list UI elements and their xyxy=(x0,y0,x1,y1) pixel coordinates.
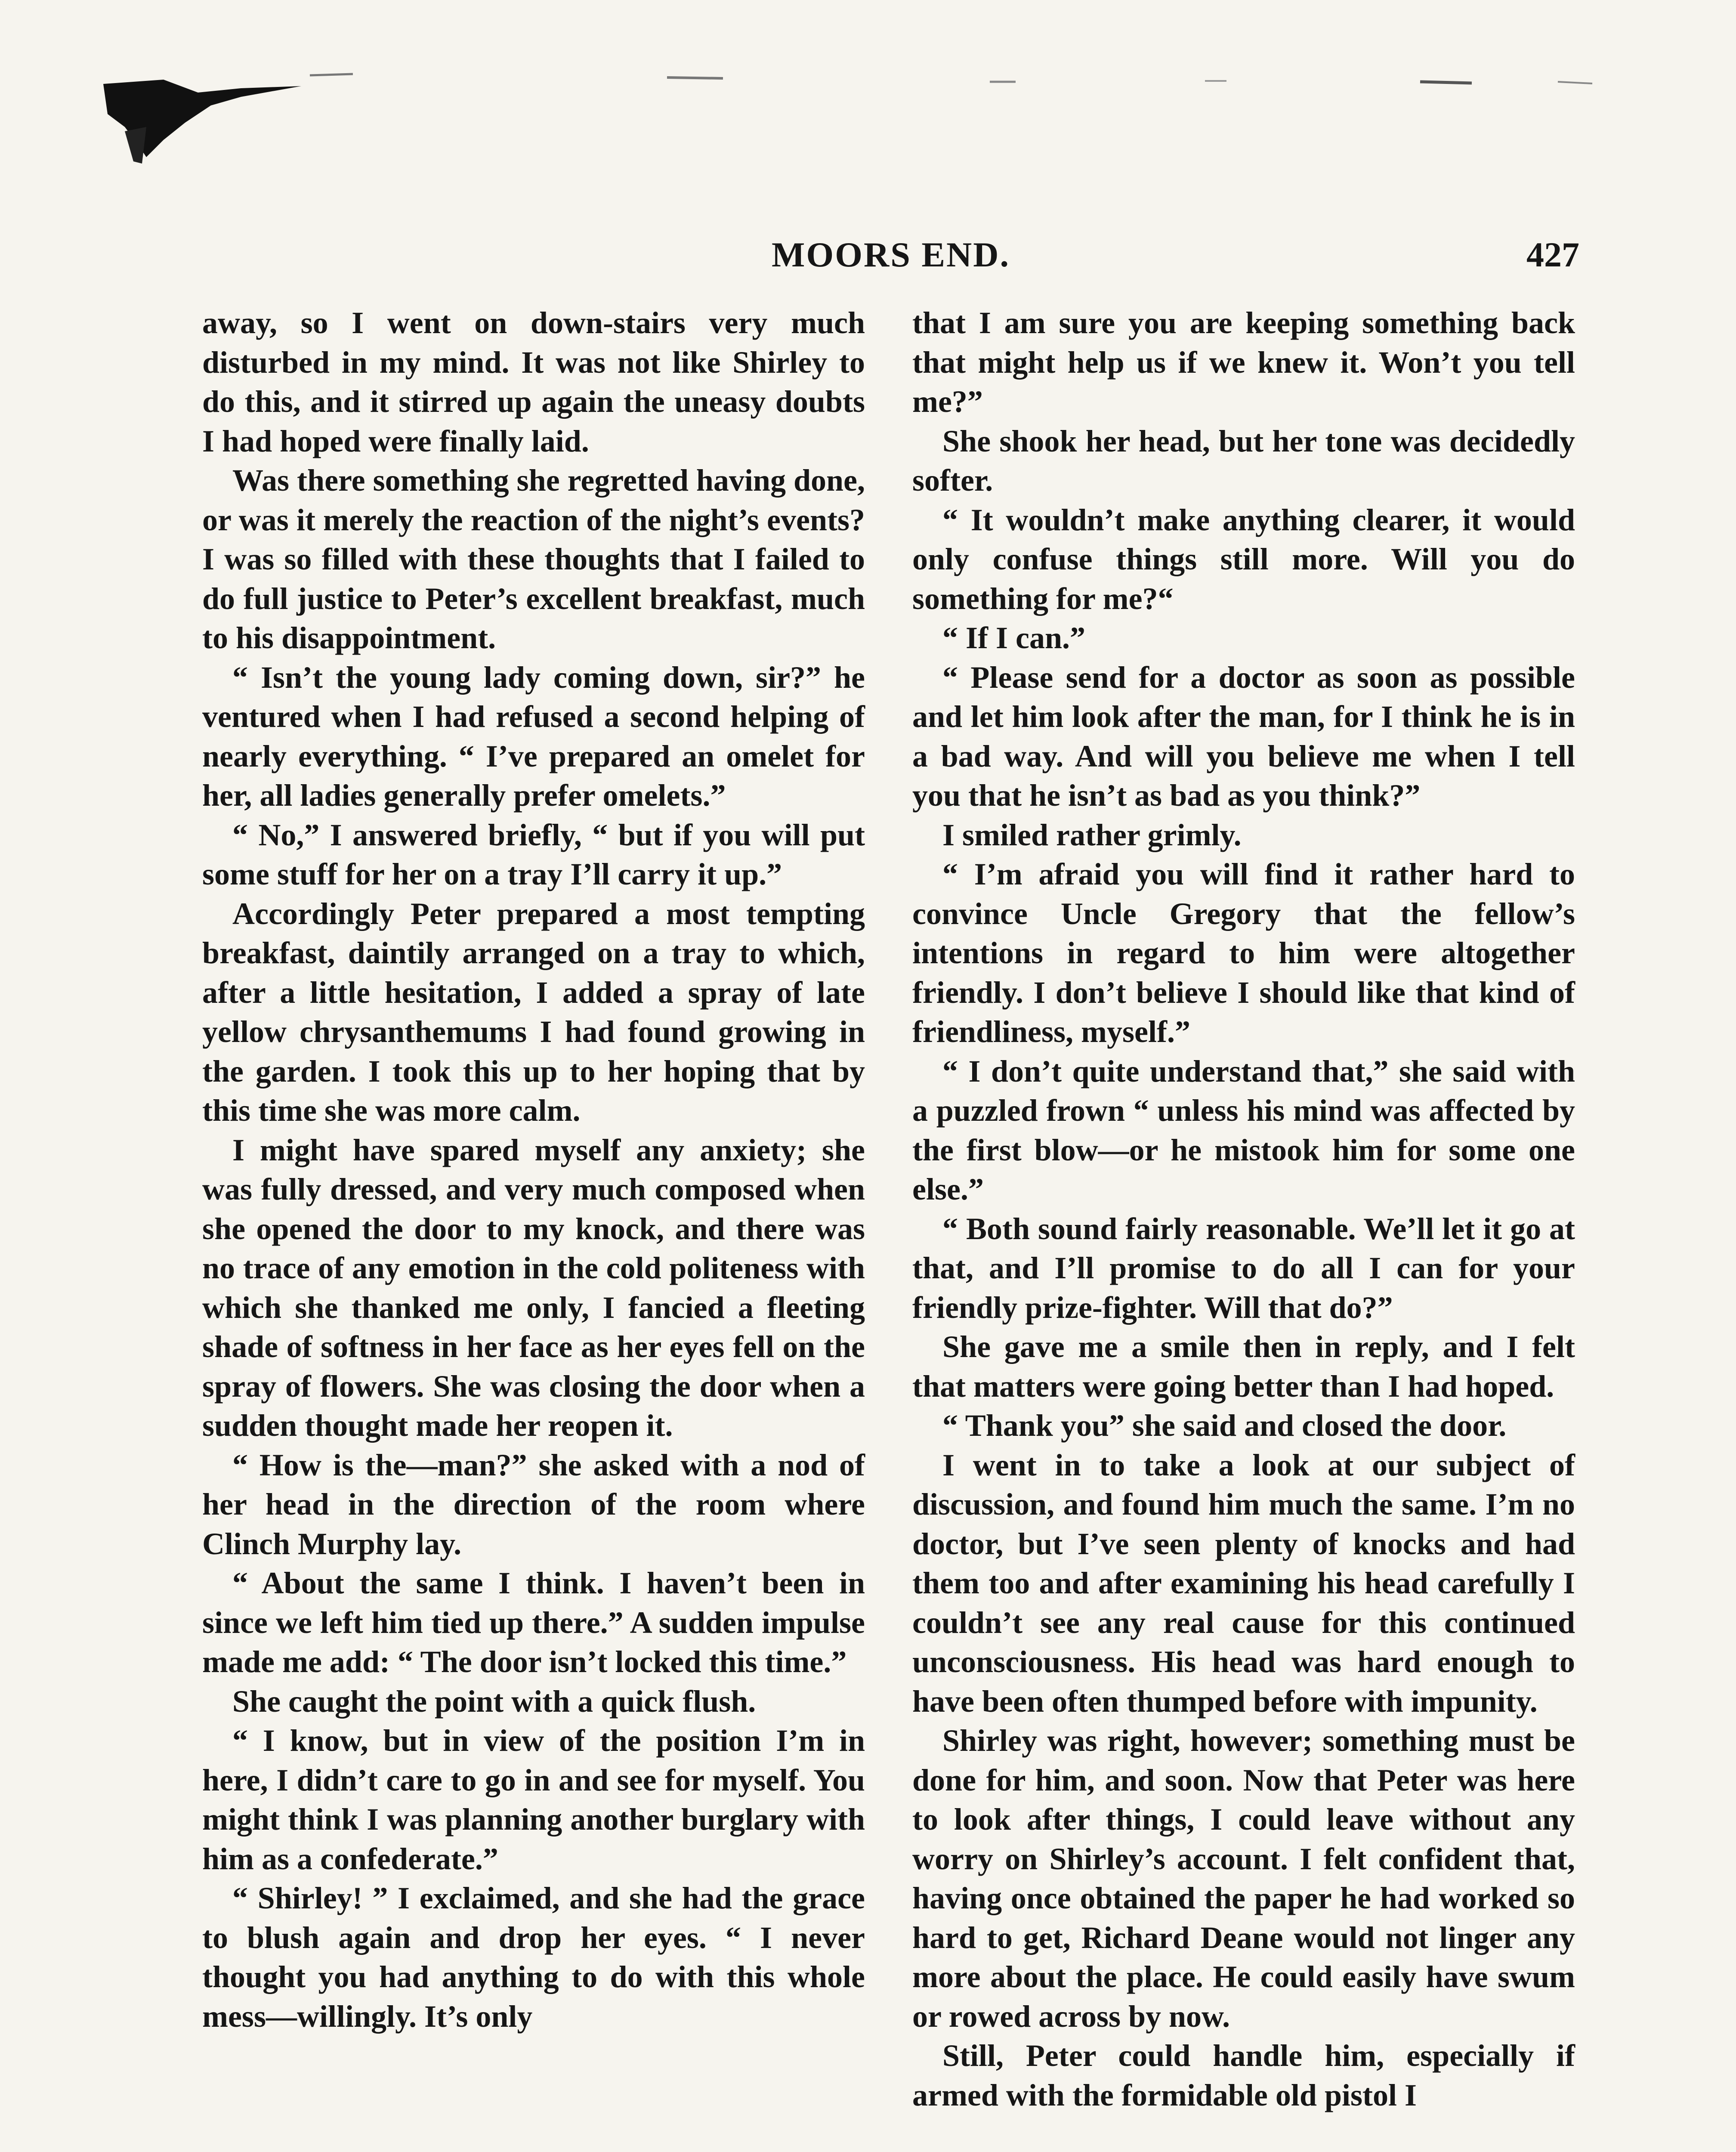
paragraph: “ About the same I think. I haven’t been in since we left him tied up there.” A sudden impulse made me add: “ The door isn’t locked this time.” xyxy=(202,1566,865,1679)
paragraph: “ Shirley! ” I exclaimed, and she had the grace to blush again and drop her eyes. “ I never thought you had anything to do with this whole mess—willingly. It’s only xyxy=(202,1881,865,2034)
ink-smudge xyxy=(99,75,306,166)
paragraph: I went in to take a look at our subject of discussion, and found him much the same. I’m no doctor, but I’ve seen plenty of knocks and had them too and after examining his head carefully I couldn’t see any real cause for this continued unconsciousness. His head was hard enough to have been often thumped before with impunity. xyxy=(912,1447,1575,1719)
paragraph: “ Both sound fairly reasonable. We’ll let it go at that, and I’ll promise to do all I can for your friendly prize-fighter. Will that do?” xyxy=(912,1211,1575,1325)
paragraph: I smiled rather grimly. xyxy=(942,817,1242,852)
paragraph: She shook her head, but her tone was decidedly softer. xyxy=(912,424,1575,498)
page-header xyxy=(202,235,1579,291)
paragraph: “ I don’t quite understand that,” she said with a puzzled frown “ unless his mind was affected by the first blow—or he mistook him for some one else.” xyxy=(912,1054,1575,1206)
text-column-right xyxy=(912,303,1575,2115)
paragraph: “ Thank you” she said and closed the door. xyxy=(942,1408,1507,1443)
text-column-left xyxy=(202,303,865,2036)
paragraph: that I am sure you are keeping something back that might help us if we knew it. Won’t you tell me?” xyxy=(912,306,1575,419)
scan-artifact-streaks xyxy=(301,69,1657,95)
paragraph: Shirley was right, however; something must be done for him, and soon. Now that Peter was here to look after things, I could leave without any worry on Shirley’s account. I felt confident that, having once obtained the paper he had worked so hard to get, Richard Deane would not linger any more about the place. He could easily have swum or rowed across by now. xyxy=(912,1723,1575,2034)
paragraph: Still, Peter could handle him, especially if armed with the formidable old pistol I xyxy=(912,2038,1575,2112)
paragraph: Accordingly Peter prepared a most tempting breakfast, daintily arranged on a tray to which, after a little hesitation, I added a spray of late yellow chrysanthemums I had found growing in the garden. I took this up to her hoping that by this time she was more calm. xyxy=(202,896,865,1128)
paragraph: She gave me a smile then in reply, and I felt that matters were going better than I had hoped. xyxy=(912,1330,1575,1404)
page-number: 427 xyxy=(1526,235,1579,274)
paragraph: “ No,” I answered briefly, “ but if you will put some stuff for her on a tray I’ll carry it up.” xyxy=(202,817,865,891)
paragraph: “ Please send for a doctor as soon as possible and let him look after the man, for I think he is in a bad way. And will you believe me when I tell you that he isn’t as bad as you think?” xyxy=(912,660,1575,813)
paragraph: “ Isn’t the young lady coming down, sir?” he ventured when I had refused a second helping of nearly everything. “ I’ve prepared an omelet for her, all ladies generally prefer omelets.” xyxy=(202,660,865,813)
paragraph: I might have spared myself any anxiety; she was fully dressed, and very much composed when she opened the door to my knock, and there was no trace of any emotion in the cold politeness with which she thanked me only, I fancied a fleeting shade of softness in her face as her eyes fell on the spray of flowers. She was closing the door when a sudden thought made her reopen it. xyxy=(202,1132,865,1443)
paragraph: “ If I can.” xyxy=(942,621,1086,655)
paragraph: away, so I went on down-stairs very much disturbed in my mind. It was not like Shirley to do this, and it stirred up again the uneasy doubts I had hoped were finally laid. xyxy=(202,306,865,458)
running-title: MOORS END. xyxy=(772,235,1010,274)
paragraph: “ How is the—man?” she asked with a nod of her head in the direction of the room where Clinch Murphy lay. xyxy=(202,1447,865,1561)
paragraph: “ I know, but in view of the position I’m in here, I didn’t care to go in and see for myself. You might think I was planning another burglary with him as a confederate.” xyxy=(202,1723,865,1876)
paragraph: “ I’m afraid you will find it rather hard to convince Uncle Gregory that the fellow’s intentions in regard to him were altogether friendly. I don’t believe I should like that kind of friendliness, myself.” xyxy=(912,857,1575,1049)
paragraph: She caught the point with a quick flush. xyxy=(232,1684,756,1719)
paragraph: “ It wouldn’t make anything clearer, it would only confuse things still more. Will you do something for me?“ xyxy=(912,502,1575,616)
paragraph: Was there something she regretted having done, or was it merely the reaction of the night’s events? I was so filled with these thoughts that I failed to do full justice to Peter’s excellent breakfast, much to his disappointment. xyxy=(202,463,865,655)
